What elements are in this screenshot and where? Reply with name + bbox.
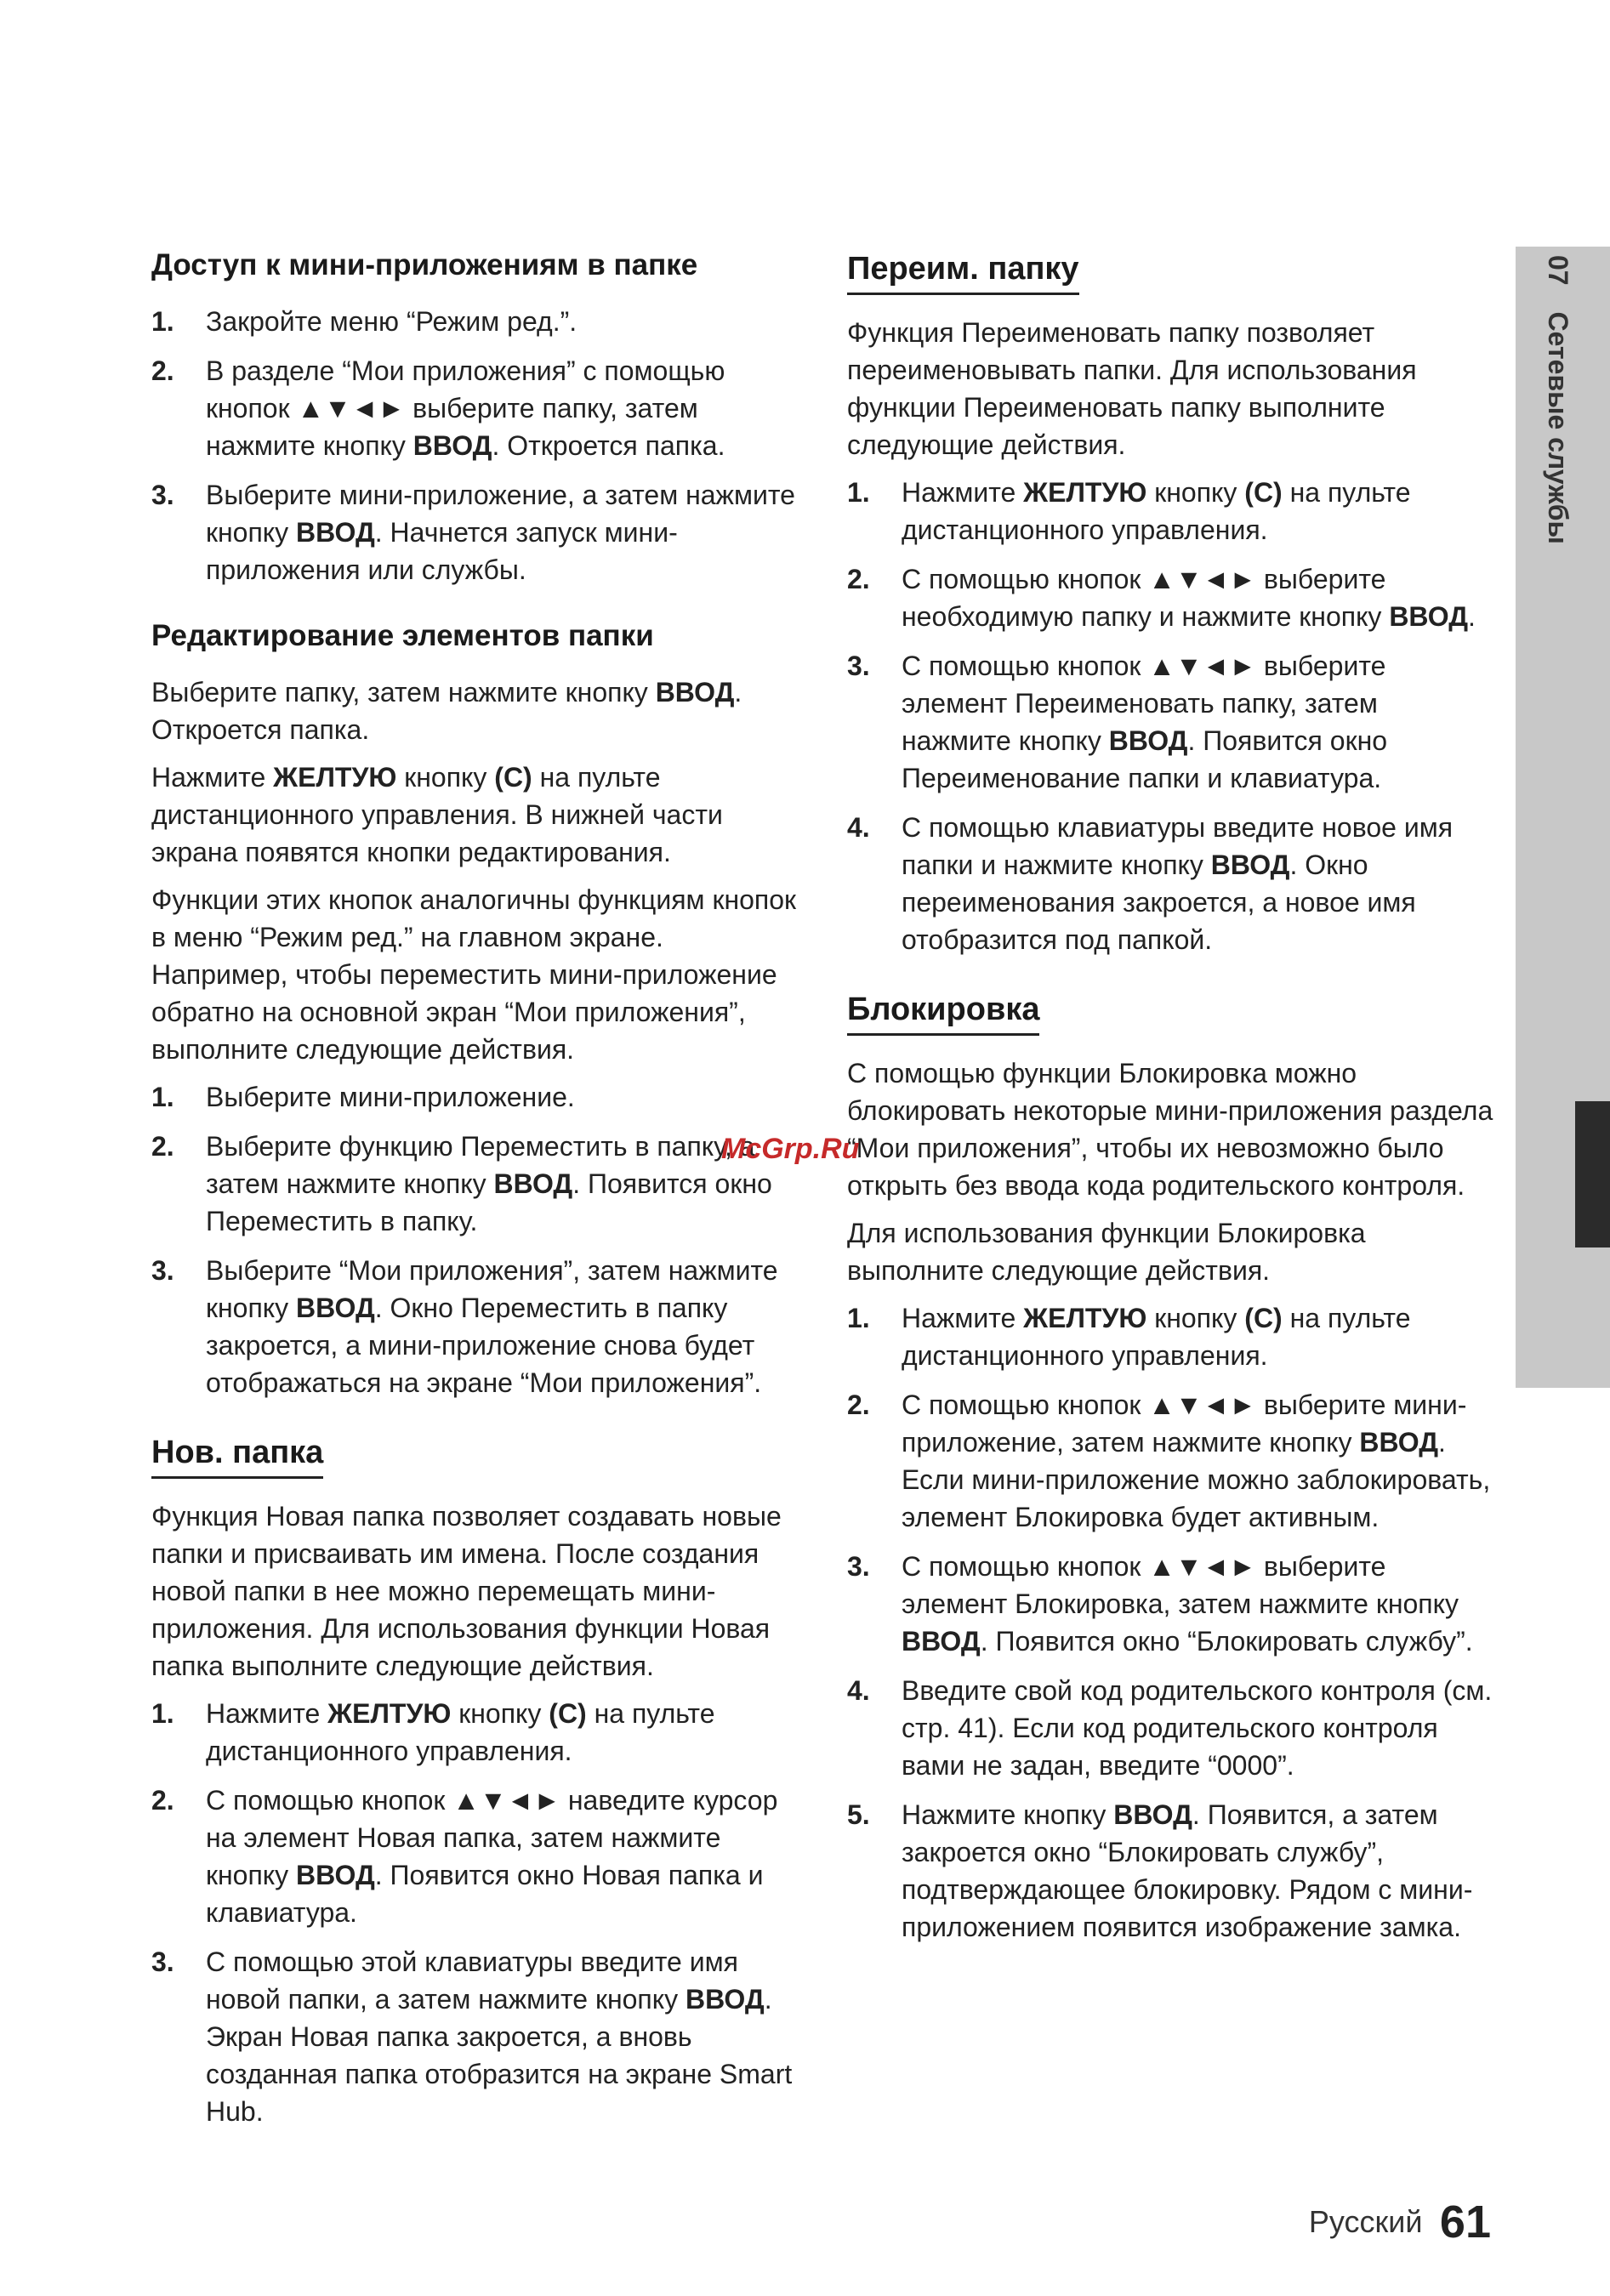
paragraph: Функции этих кнопок аналогичны функциям кнопок в меню “Режим ред.” на главном экране. Например, чтобы переместить мини-приложение обратно на основной экран “Мои приложения”, выполните следующие действия. [151,884,797,1065]
folder-access-steps [151,303,802,588]
section-heading-rename-folder: Переим. папку [847,247,1079,295]
edit-folder-steps [151,1078,802,1401]
step: 2. С помощью кнопок ▲▼◄► выберите необходимую папку и нажмите кнопку ВВОД. [847,564,1476,632]
step: 2. В разделе “Мои приложения” с помощью кнопок ▲▼◄► выберите папку, затем нажмите кнопку ВВОД. Откроется папка. [151,355,725,461]
rename-folder-steps [847,474,1493,958]
section-heading-edit-folder: Редактирование элементов папки [151,619,654,652]
paragraph: С помощью функции Блокировка можно блокировать некоторые мини-приложения раздела “Мои приложения”, чтобы их невозможно было открыть без ввода кода родительского контроля. [847,1058,1493,1201]
chapter-title: Сетевые службы [1543,311,1573,544]
left-column [151,247,802,2147]
page-number: 61 [1439,2197,1491,2248]
step: 1. Выберите мини-приложение. [151,1082,575,1112]
section-heading-lock: Блокировка [847,987,1039,1036]
step: 3. С помощью кнопок ▲▼◄► выберите элемент Переименовать папку, затем нажмите кнопку ВВОД. Появится окно Переименование папки и клавиатура. [847,651,1388,793]
paragraph: Выберите папку, затем нажмите кнопку ВВОД. Откроется папка. [151,677,742,745]
paragraph: Функция Новая папка позволяет создавать новые папки и присваивать им имена. После создания новой папки в нее можно перемещать мини-приложения. Для использования функции Новая папка выполните следующие действия. [151,1501,782,1681]
step: 2. Выберите функцию Переместить в папку, а затем нажмите кнопку ВВОД. Появится окно Переместить в папку. [151,1131,772,1236]
chapter-label [1522,255,1573,595]
new-folder-steps [151,1695,802,2130]
right-column [847,247,1493,1963]
paragraph: Функция Переименовать папку позволяет переименовывать папки. Для использования функции Переименовать папку выполните следующие действия. [847,317,1417,460]
step: 4. С помощью клавиатуры введите новое имя папки и нажмите кнопку ВВОД. Окно переименования закроется, а новое имя отобразится под папкой. [847,812,1454,955]
step: 1. Нажмите ЖЕЛТУЮ кнопку (C) на пульте дистанционного управления. [847,477,1411,545]
step: 3. С помощью кнопок ▲▼◄► выберите элемент Блокировка, затем нажмите кнопку ВВОД. Появится окно “Блокировать службу”. [847,1551,1473,1657]
lock-steps [847,1299,1493,1946]
paragraph: Нажмите ЖЕЛТУЮ кнопку (C) на пульте дистанционного управления. В нижней части экрана появятся кнопки редактирования. [151,762,723,867]
paragraph: Для использования функции Блокировка выполните следующие действия. [847,1218,1366,1286]
step: 2. С помощью кнопок ▲▼◄► наведите курсор на элемент Новая папка, затем нажмите кнопку ВВОД. Появится окно Новая папка и клавиатура. [151,1785,778,1928]
chapter-marker [1575,1101,1610,1247]
step: 3. Выберите “Мои приложения”, затем нажмите кнопку ВВОД. Окно Переместить в папку закроется, а мини-приложение снова будет отображаться на экране “Мои приложения”. [151,1255,778,1398]
section-heading-new-folder: Нов. папка [151,1430,323,1479]
step: 2. С помощью кнопок ▲▼◄► выберите мини-приложение, затем нажмите кнопку ВВОД. Если мини-приложение можно заблокировать, элемент Блокировка будет активным. [847,1390,1491,1532]
step: 1. Нажмите ЖЕЛТУЮ кнопку (C) на пульте дистанционного управления. [847,1303,1411,1371]
step: 4. Введите свой код родительского контроля (см. стр. 41). Если код родительского контроля вами не задан, введите “0000”. [847,1675,1493,1781]
step: 1. Нажмите ЖЕЛТУЮ кнопку (C) на пульте дистанционного управления. [151,1698,715,1766]
page-footer [1309,2196,1491,2248]
step: 3. Выберите мини-приложение, а затем нажмите кнопку ВВОД. Начнется запуск мини-приложения или службы. [151,480,795,585]
section-heading-folder-access: Доступ к мини-приложениям в папке [151,248,698,281]
watermark: McGrp.Ru [721,1133,860,1165]
step: 5. Нажмите кнопку ВВОД. Появится, а затем закроется окно “Блокировать службу”, подтверждающее блокировку. Рядом с мини-приложением появится изображение замка. [847,1799,1473,1942]
step: 3. С помощью этой клавиатуры введите имя новой папки, а затем нажмите кнопку ВВОД. Экран Новая папка закроется, а вновь созданная папка отобразится на экране Smart Hub. [151,1946,793,2127]
step: 1. Закройте меню “Режим ред.”. [151,306,577,337]
footer-language: Русский [1308,2204,1423,2239]
chapter-number: 07 [1543,255,1573,286]
